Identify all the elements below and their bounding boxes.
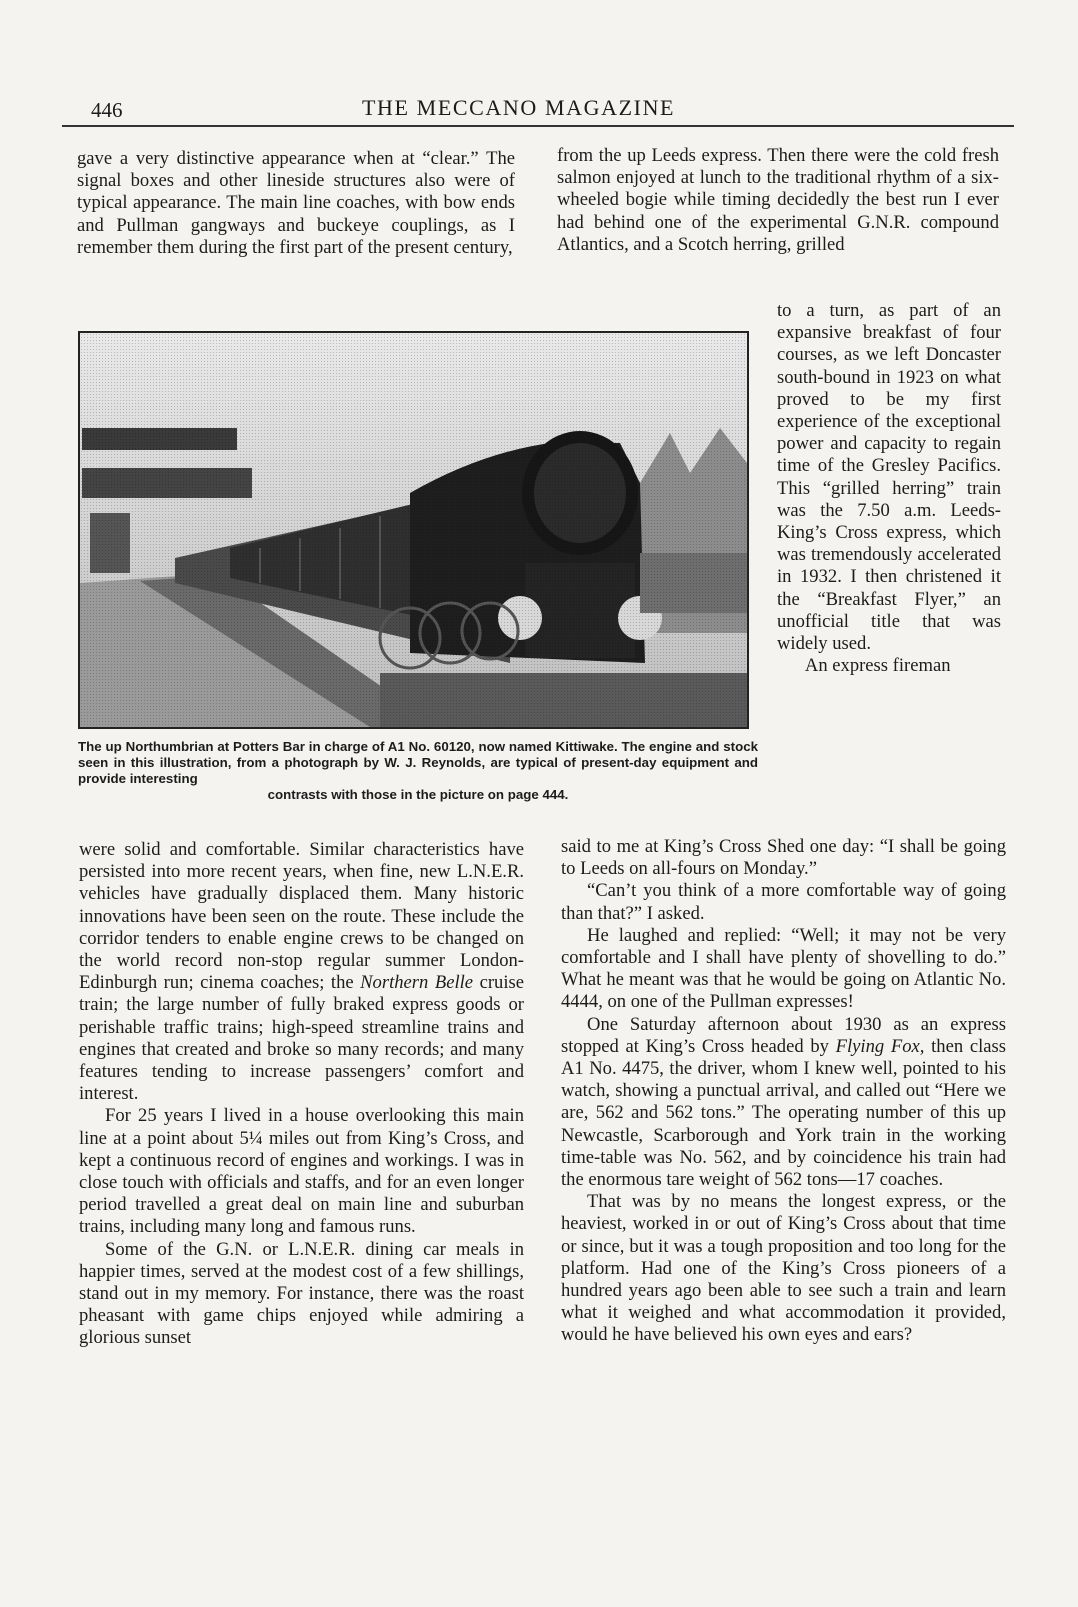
page-number: 446	[91, 98, 123, 122]
running-head: THE MECCANO MAGAZINE	[362, 95, 676, 120]
paragraph: An express fireman	[804, 655, 951, 677]
paragraph: “Can’t you think of a more comfortable way of going than that?” I asked.	[561, 880, 1006, 924]
column-bottom-right	[561, 836, 1006, 1347]
photo-caption	[78, 739, 758, 803]
column-top-right	[557, 145, 999, 256]
paragraph: For 25 years I lived in a house overlooking this main line at a point about 5¼ miles out from King’s Cross, and kept a continuous record of engines and workings. I was in close touch with officials and staffs, and for an even longer period travelled a great deal on main line and suburban trains, including many long and famous runs.	[79, 1105, 524, 1238]
paragraph: He laughed and replied: “Well; it may not be very comfortable and I shall have plenty of shovelling to do.” What he meant was that he would be going on Atlantic No. 4444, on one of the Pullman expresses!	[561, 924, 1006, 1013]
italic-title: Northern Belle	[360, 972, 474, 994]
caption-text: The up Northumbrian at Potters Bar in charge of A1 No. 60120, now named Kittiwake. The engine and stock seen in this illustration, from a photograph by W. J. Reynolds, are typical of present-day equipment and provide interesting	[78, 739, 758, 786]
italic-title: Flying Fox,	[835, 1035, 925, 1057]
paragraph: That was by no means the longest express, or the heaviest, worked in or out of King’s Cross about that time or since, but it was a tough proposition and too long for the platform. Had one of the King’s Cross pioneers of a hundred years ago been able to see such a train and learn what it weighed and what accommodation it provided, would he have believed his own eyes and ears?	[561, 1191, 1006, 1346]
paragraph: to a turn, as part of an expansive breakfast of four courses, as we left Doncaster south-bound in 1923 on what proved to be my first experience of the exceptional power and capacity to regain time of the Gresley Pacifics. This “grilled herring” train was the 7.50 a.m. Leeds-King’s Cross express, which was tremendously accelerated in 1932. I then christened it the “Breakfast Flyer,” an unofficial title that was widely used.	[777, 300, 1001, 655]
paragraph: from the up Leeds express. Then there were the cold fresh salmon enjoyed at lunch to the traditional rhythm of a six-wheeled bogie while timing decidedly the best run I ever had behind one of the experimental G.N.R. compound Atlantics, and a Scotch herring, grilled	[557, 145, 999, 255]
paragraph: said to me at King’s Cross Shed one day: “I shall be going to Leeds on all-fours on Monday.”	[561, 836, 1006, 880]
paragraph: were solid and comfortable. Similar characteristics have persisted into more recent years, when fine, new L.N.E.R. vehicles have gradually displaced them. Many historic innovations have been seen on the route. These include the corridor tenders to enable engine crews to be changed on the world record non-stop regular summer London-Edinburgh run; cinema coaches; the Northern Belle cruise train; the large number of fully braked express goods or perishable traffic trains; high-speed streamline trains and engines that created and broke so many records; and many features tending to increase passengers’ comfort and interest.	[79, 839, 524, 1105]
paragraph: Some of the G.N. or L.N.E.R. dining car meals in happier times, served at the modest cost of a few shillings, stand out in my memory. For instance, there was the roast pheasant with game chips enjoyed while admiring a glorious sunset	[79, 1238, 524, 1349]
paragraph: One Saturday afternoon about 1930 as an express stopped at King’s Cross headed by Flying Fox, then class A1 No. 4475, the driver, whom I knew well, pointed to his watch, showing a punctual arrival, and called out “Here we are, 562 and 562 tons.” The operating number of this up Newcastle, Scarborough and York train in the working time-table was No. 562, and by coincidence his train had the enormous tare weight of 562 tons—17 coaches.	[561, 1013, 1006, 1191]
column-bottom-left	[79, 839, 524, 1350]
paragraph: gave a very distinctive appearance when at “clear.” The signal boxes and other lineside structures also were of typical appearance. The main line coaches, with bow ends and Pullman gangways and buckeye couplings, as I remember them during the first part of the present century,	[77, 148, 515, 258]
caption-last-line: contrasts with those in the picture on page 444.	[267, 787, 569, 802]
header-rule	[62, 125, 1014, 127]
column-narrow-right	[777, 300, 1001, 677]
photo-locomotive	[78, 331, 749, 729]
column-top-left	[77, 148, 515, 259]
